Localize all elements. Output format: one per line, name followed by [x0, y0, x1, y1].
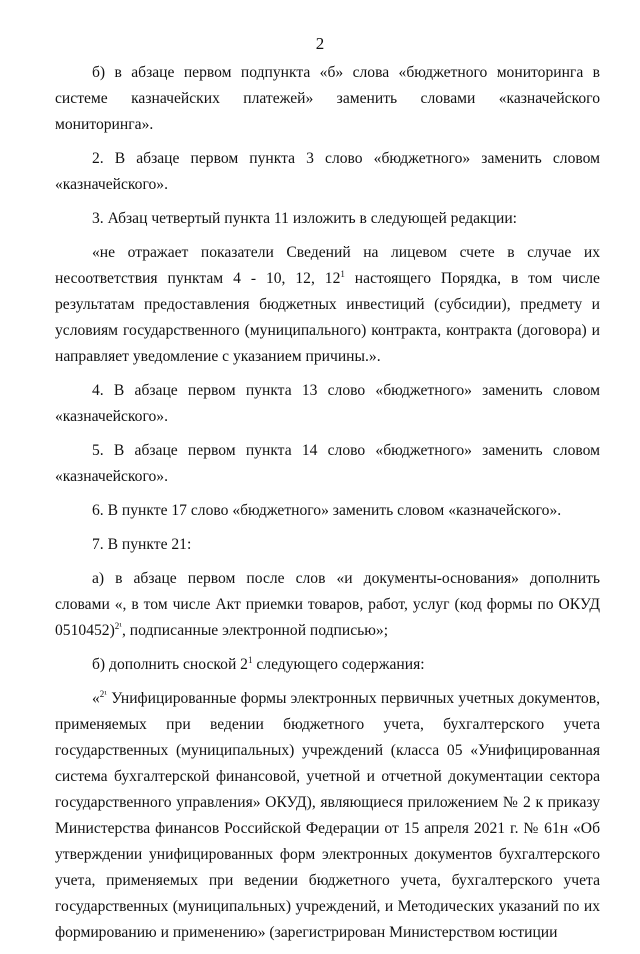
- paragraph-item-7b: б) дополнить сноской $2^1$ следующего содержания:: [92, 655, 425, 673]
- superscript: 1: [340, 269, 345, 279]
- paragraph-item-7a: а) в абзаце первом после слов «и документы-основания» дополнить словами «, в том числе Акт приемки товаров, работ, услуг (код формы по ОКУД 0510452)$^{2^1}$, подписанные электронной подписью»;: [55, 570, 600, 639]
- document-body: [55, 60, 600, 954]
- superscript: 2¹: [114, 621, 122, 631]
- paragraph-item-7: 7. В пункте 21:: [92, 536, 192, 553]
- paragraph-item-3-quote: «не отражает показатели Сведений на лицевом счете в случае их несоответствия пунктам 4 - 10, 12, $12^1$ настоящего Порядка, в том числе результатам предоставления бюджетных инвестиций (субсидии), предмету и условиям государственного (муниципального) контракта, контракта (договора) и направляет уведомление с указанием причины.».: [55, 244, 600, 365]
- paragraph-1b: б) в абзаце первом подпункта «б» слова «бюджетного мониторинга в системе казначейских платежей» заменить словами «казначейского мониторинга».: [55, 64, 600, 133]
- superscript: 1: [247, 655, 253, 665]
- paragraph-item-4: 4. В абзаце первом пункта 13 слово «бюджетного» заменить словом «казначейского».: [55, 382, 600, 425]
- footnote-text: «$^{2^1}$ Унифицированные формы электронных первичных учетных документов, применяемых при ведении бюджетного учета, бухгалтерского учета государственных (муниципальных) учреждений (класса 05 «Унифицированная система бухгалтерской финансовой, учетной и отчетной документации сектора государственного управления» ОКУД), являющиеся приложением № 2 к приказу Министерства финансов Российской Федерации от 15 апреля 2021 г. № 61н «Об утверждении унифицированных форм электронных документов бухгалтерского учета, применяемых при ведении бюджетного учета, бухгалтерского учета государственных (муниципальных) учреждений, и Методических указаний по их формированию и применению» (зарегистрирован Министерством юстиции: [55, 689, 600, 941]
- page-number: 2: [315, 34, 325, 53]
- paragraph-item-3: 3. Абзац четвертый пункта 11 изложить в следующей редакции:: [92, 210, 517, 227]
- paragraph-item-5: 5. В абзаце первом пункта 14 слово «бюджетного» заменить словом «казначейского».: [55, 442, 600, 485]
- superscript: 2¹: [99, 689, 107, 699]
- paragraph-item-6: 6. В пункте 17 слово «бюджетного» заменить словом «казначейского».: [92, 502, 562, 519]
- paragraph-item-2: 2. В абзаце первом пункта 3 слово «бюджетного» заменить словом «казначейского».: [55, 150, 600, 193]
